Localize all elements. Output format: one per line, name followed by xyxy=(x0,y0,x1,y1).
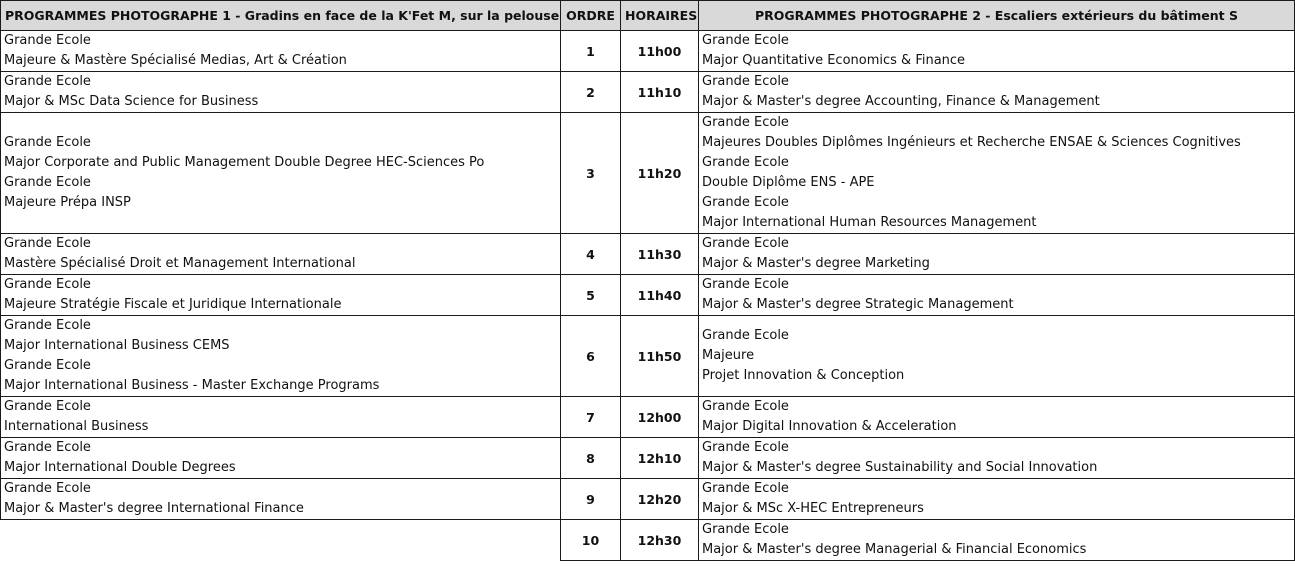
photographer-2-programs xyxy=(699,479,1295,520)
program-line: International Business xyxy=(4,419,149,434)
order-cell: 7 xyxy=(561,397,621,438)
program-line: Grande Ecole xyxy=(702,277,789,292)
time-cell: 12h20 xyxy=(621,479,699,520)
time-cell: 11h30 xyxy=(621,234,699,275)
photographer-1-programs xyxy=(1,275,561,316)
table-row xyxy=(1,234,1295,275)
header-order: ORDRE xyxy=(561,1,621,31)
photographer-2-programs xyxy=(699,316,1295,397)
program-line: Grande Ecole xyxy=(4,74,91,89)
program-line: Grande Ecole xyxy=(4,318,91,333)
program-line: Major & Master's degree Sustainability and Social Innovation xyxy=(702,460,1098,475)
program-line: Majeure xyxy=(702,348,755,363)
photographer-2-programs xyxy=(699,275,1295,316)
photographer-1-programs xyxy=(1,479,561,520)
program-line: Grande Ecole xyxy=(4,481,91,496)
header-row xyxy=(1,1,1295,31)
program-line: Major International Human Resources Management xyxy=(702,215,1037,230)
program-line: Grande Ecole xyxy=(4,175,91,190)
order-cell: 3 xyxy=(561,113,621,234)
program-line: Grande Ecole xyxy=(4,358,91,373)
program-line: Grande Ecole xyxy=(702,74,789,89)
program-line: Major International Business CEMS xyxy=(4,338,230,353)
program-line: Major Quantitative Economics & Finance xyxy=(702,53,966,68)
table-row xyxy=(1,520,1295,561)
photographer-1-programs xyxy=(1,72,561,113)
program-line: Major & Master's degree International Finance xyxy=(4,501,304,516)
time-cell: 11h20 xyxy=(621,113,699,234)
program-line: Major Digital Innovation & Acceleration xyxy=(702,419,957,434)
time-cell: 11h10 xyxy=(621,72,699,113)
program-line: Grande Ecole xyxy=(702,328,789,343)
program-line: Grande Ecole xyxy=(4,440,91,455)
program-line: Grande Ecole xyxy=(4,135,91,150)
program-line: Grande Ecole xyxy=(4,236,91,251)
schedule-body xyxy=(1,31,1295,561)
photographer-2-programs xyxy=(699,234,1295,275)
table-row xyxy=(1,438,1295,479)
photographer-2-programs xyxy=(699,438,1295,479)
table-row xyxy=(1,72,1295,113)
program-line: Grande Ecole xyxy=(702,399,789,414)
program-line: Grande Ecole xyxy=(702,236,789,251)
order-cell: 2 xyxy=(561,72,621,113)
time-cell: 11h50 xyxy=(621,316,699,397)
table-row xyxy=(1,397,1295,438)
program-line: Major & MSc Data Science for Business xyxy=(4,94,259,109)
program-line: Major International Business - Master Exchange Programs xyxy=(4,378,380,393)
table-row xyxy=(1,31,1295,72)
time-cell: 12h30 xyxy=(621,520,699,561)
program-line: Majeures Doubles Diplômes Ingénieurs et Recherche ENSAE & Sciences Cognitives xyxy=(702,135,1241,150)
program-line: Mastère Spécialisé Droit et Management International xyxy=(4,256,356,271)
program-line: Projet Innovation & Conception xyxy=(702,368,905,383)
program-line: Major & Master's degree Strategic Management xyxy=(702,297,1014,312)
photographer-1-programs xyxy=(1,520,561,561)
order-cell: 6 xyxy=(561,316,621,397)
photographer-1-programs xyxy=(1,234,561,275)
order-cell: 10 xyxy=(561,520,621,561)
program-line: Major International Double Degrees xyxy=(4,460,236,475)
program-line: Major Corporate and Public Management Double Degree HEC-Sciences Po xyxy=(4,155,485,170)
program-line: Major & Master's degree Accounting, Finance & Management xyxy=(702,94,1100,109)
program-line: Double Diplôme ENS - APE xyxy=(702,175,875,190)
header-photographer-2: PROGRAMMES PHOTOGRAPHE 2 - Escaliers extérieurs du bâtiment S xyxy=(699,1,1295,31)
photographer-2-programs xyxy=(699,31,1295,72)
photographer-1-programs xyxy=(1,316,561,397)
program-line: Grande Ecole xyxy=(4,33,91,48)
order-cell: 9 xyxy=(561,479,621,520)
program-line: Grande Ecole xyxy=(702,115,789,130)
photographer-2-programs xyxy=(699,520,1295,561)
time-cell: 11h00 xyxy=(621,31,699,72)
program-line: Majeure Stratégie Fiscale et Juridique Internationale xyxy=(4,297,342,312)
header-photographer-1: PROGRAMMES PHOTOGRAPHE 1 - Gradins en face de la K'Fet M, sur la pelouse xyxy=(1,1,561,31)
program-line: Major & Master's degree Managerial & Financial Economics xyxy=(702,542,1087,557)
table-row xyxy=(1,479,1295,520)
photographer-1-programs xyxy=(1,438,561,479)
program-line: Grande Ecole xyxy=(4,399,91,414)
table-row xyxy=(1,316,1295,397)
program-line: Grande Ecole xyxy=(702,195,789,210)
photographer-1-programs xyxy=(1,397,561,438)
program-line: Grande Ecole xyxy=(702,522,789,537)
table-row xyxy=(1,275,1295,316)
order-cell: 1 xyxy=(561,31,621,72)
program-line: Grande Ecole xyxy=(702,440,789,455)
time-cell: 12h00 xyxy=(621,397,699,438)
order-cell: 4 xyxy=(561,234,621,275)
program-line: Majeure Prépa INSP xyxy=(4,195,131,210)
program-line: Major & MSc X-HEC Entrepreneurs xyxy=(702,501,924,516)
table-row xyxy=(1,113,1295,234)
order-cell: 5 xyxy=(561,275,621,316)
program-line: Majeure & Mastère Spécialisé Medias, Art & Création xyxy=(4,53,347,68)
photographer-2-programs xyxy=(699,72,1295,113)
photographer-2-programs xyxy=(699,113,1295,234)
header-time: HORAIRES xyxy=(621,1,699,31)
program-line: Major & Master's degree Marketing xyxy=(702,256,930,271)
program-line: Grande Ecole xyxy=(4,277,91,292)
program-line: Grande Ecole xyxy=(702,481,789,496)
photographer-2-programs xyxy=(699,397,1295,438)
time-cell: 12h10 xyxy=(621,438,699,479)
order-cell: 8 xyxy=(561,438,621,479)
photographer-1-programs xyxy=(1,31,561,72)
program-line: Grande Ecole xyxy=(702,155,789,170)
photographer-1-programs xyxy=(1,113,561,234)
program-line: Grande Ecole xyxy=(702,33,789,48)
time-cell: 11h40 xyxy=(621,275,699,316)
